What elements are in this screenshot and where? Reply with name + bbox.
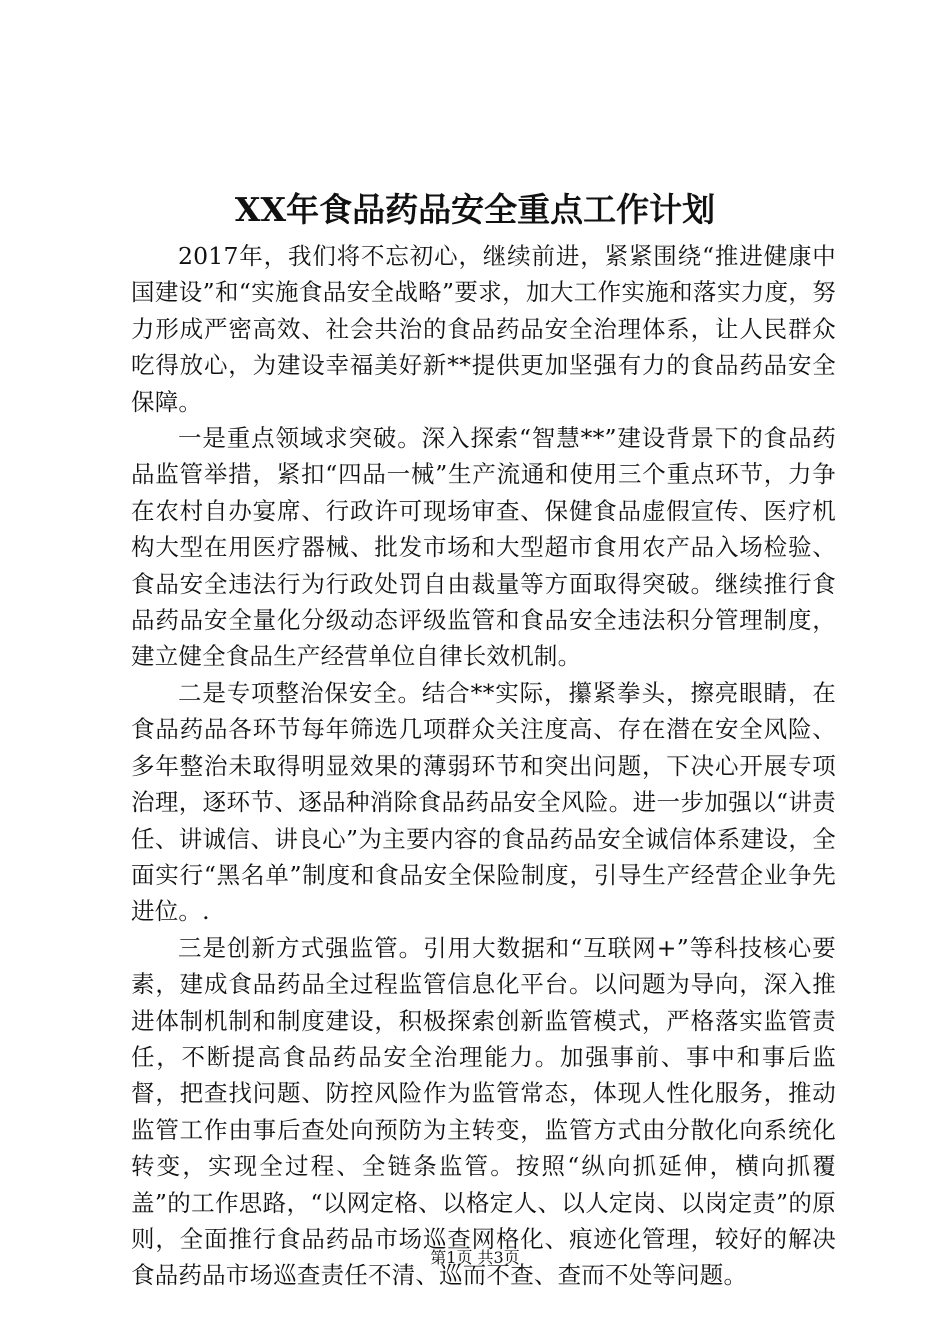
document-body: [131, 238, 836, 1294]
paragraph-intro: 2017年，我们将不忘初心，继续前进，紧紧围绕“推进健康中国建设”和“实施食品安全战略”要求，加大工作实施和落实力度，努力形成严密高效、社会共治的食品药品安全治理体系，让人民群众吃得放心，为建设幸福美好新**提供更加坚强有力的食品药品安全保障。: [131, 242, 836, 416]
document-title: XX年食品药品安全重点工作计划: [234, 190, 716, 229]
paragraph-key-areas: 一是重点领域求突破。深入探索“智慧**”建设背景下的食品药品监管举措，紧扣“四品一械”生产流通和使用三个重点环节，力争在农村自办宴席、行政许可现场审查、保健食品虚假宣传、医疗机构大型在用医疗器械、批发市场和大型超市食用农产品入场检验、食品安全违法行为行政处罚自由裁量等方面取得突破。继续推行食品药品安全量化分级动态评级监管和食品安全违法积分管理制度，建立健全食品生产经营单位自律长效机制。: [131, 424, 836, 671]
paragraph-special-rectification: 二是专项整治保安全。结合**实际，攥紧拳头，擦亮眼睛，在食品药品各环节每年筛选几项群众关注度高、存在潜在安全风险、多年整治未取得明显效果的薄弱环节和突出问题，下决心开展专项治理，逐环节、逐品种消除食品药品安全风险。进一步加强以“讲责任、讲诚信、讲良心”为主要内容的食品药品安全诚信体系建设，全面实行“黑名单”制度和食品安全保险制度，引导生产经营企业争先进位。.: [131, 678, 836, 926]
paragraph-innovative-supervision: 三是创新方式强监管。引用大数据和“互联网+”等科技核心要素，建成食品药品全过程监管信息化平台。以问题为导向，深入推进体制机制和制度建设，积极探索创新监管模式，严格落实监管责任，不断提高食品药品安全治理能力。加强事前、事中和事后监督，把查找问题、防控风险作为监管常态，体现人性化服务，推动监管工作由事后查处向预防为主转变，监管方式由分散化向系统化转变，实现全过程、全链条监管。按照“纵向抓延伸，横向抓覆盖”的工作思路，“以网定格、以格定人、以人定岗、以岗定责”的原则，全面推行食品药品市场巡查网格化、痕迹化管理，较好的解决食品药品市场巡查责任不清、巡而不查、查而不处等问题。: [131, 933, 836, 1290]
page-number-footer: 第1页 共3页: [430, 1248, 520, 1267]
